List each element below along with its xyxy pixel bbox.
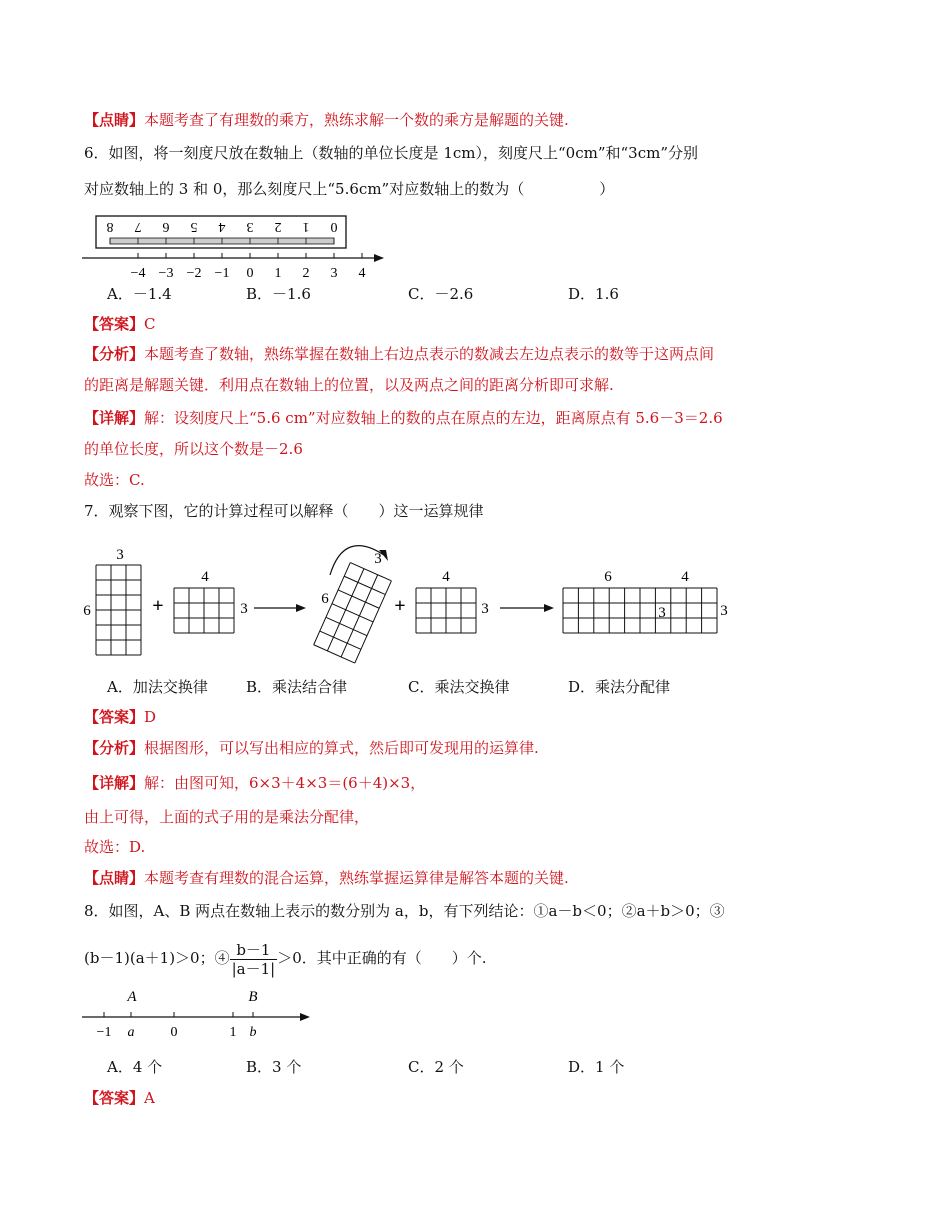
detail-tag: 【详解】 [84, 774, 145, 792]
q6-ruler-figure [82, 213, 412, 283]
tick-zero: 0 [170, 1025, 178, 1040]
q6-stem-line1: 6．如图，将一刻度尺放在数轴上（数轴的单位长度是 1cm），刻度尺上“0cm”和“3cm”分别 [84, 144, 698, 162]
detail-tag: 【详解】 [84, 409, 145, 427]
q7-stem: 7．观察下图，它的计算过程可以解释（ ）这一运算规律 [84, 502, 484, 520]
q6-analysis-line1 [84, 343, 714, 365]
g4-top-label: 4 [442, 569, 450, 585]
q7-option-d[interactable]: D．乘法分配律 [568, 678, 671, 696]
answer-text: A [144, 1089, 155, 1107]
q7-conclusion: 由上可得，上面的式子用的是乘法分配律， [84, 808, 370, 826]
remark-tag: 【点睛】 [84, 111, 145, 129]
q7-analysis [84, 737, 539, 759]
q7-option-b[interactable]: B．乘法结合律 [246, 678, 348, 696]
answer-text: C [144, 315, 156, 333]
q6-option-c[interactable]: C．－2.6 [408, 285, 474, 303]
g2-right-label: 3 [240, 601, 248, 617]
analysis-text: 本题考查了数轴，熟练掌握在数轴上右边点表示的数减去左边点表示的数等于这两点间 [144, 345, 715, 363]
q7-answer [84, 706, 156, 728]
q7-figure [82, 535, 742, 675]
axis-tick-label: −1 [214, 266, 230, 281]
remark-tag: 【点睛】 [84, 869, 145, 887]
tick-a: a [127, 1025, 135, 1040]
q8-option-d[interactable]: D．1 个 [568, 1058, 625, 1076]
ruler-mark: 8 [106, 218, 114, 234]
axis-tick-label: 0 [246, 266, 254, 281]
q8-stem-line2 [84, 938, 487, 978]
axis-tick-label: −2 [186, 266, 202, 281]
g3-top-label: 3 [374, 551, 382, 567]
q8-fraction [230, 941, 278, 978]
q7-choose: 故选：D. [84, 838, 146, 856]
axis-tick-label: 2 [302, 266, 310, 281]
q6-choose: 故选：C. [84, 471, 145, 489]
ruler-mark: 4 [218, 218, 226, 234]
q6-analysis-line2: 的距离是解题关键．利用点在数轴上的位置，以及两点之间的距离分析即可求解. [84, 376, 614, 394]
ruler-mark: 3 [246, 218, 254, 234]
answer-tag: 【答案】 [84, 1089, 145, 1107]
q6-stem-line2: 对应数轴上的 3 和 0，那么刻度尺上“5.6cm”对应数轴上的数为（ ） [84, 180, 615, 198]
q8-expr-part1: (b－1)(a＋1)＞0；④ [84, 949, 230, 967]
axis-tick-label: 1 [274, 266, 282, 281]
ruler-mark: 6 [162, 218, 170, 234]
g5-top-label-2: 4 [681, 569, 689, 585]
g3-left-label: 6 [321, 591, 329, 607]
fraction-denominator: |a－1| [231, 959, 276, 978]
tick-b: b [249, 1025, 257, 1040]
q8-option-a[interactable]: A．4 个 [107, 1058, 163, 1076]
ruler-mark: 7 [134, 218, 142, 234]
g2-top-label: 4 [201, 569, 209, 585]
q8-answer [84, 1087, 155, 1109]
answer-tag: 【答案】 [84, 315, 145, 333]
tick-minus-one: −1 [96, 1025, 112, 1040]
plus-1: + [152, 595, 164, 617]
point-b-label: B [248, 989, 258, 1005]
analysis-tag: 【分析】 [84, 739, 145, 757]
q6-detail-line1 [84, 407, 723, 429]
ruler-mark: 2 [274, 218, 282, 234]
detail-text: 解：由图可知，6×3＋4×3＝(6＋4)×3， [144, 774, 426, 792]
remark-previous [84, 109, 569, 131]
q6-detail-line2: 的单位长度，所以这个数是－2.6 [84, 440, 303, 458]
answer-tag: 【答案】 [84, 708, 145, 726]
detail-text: 解：设刻度尺上“5.6 cm”对应数轴上的数的点在原点的左边，距离原点有 5.6－3＝2.6 [144, 409, 723, 427]
axis-tick-label: 4 [358, 266, 366, 281]
q8-option-b[interactable]: B．3 个 [246, 1058, 302, 1076]
q6-option-b[interactable]: B．－1.6 [246, 285, 311, 303]
analysis-tag: 【分析】 [84, 345, 145, 363]
q6-option-d[interactable]: D．1.6 [568, 285, 619, 303]
plus-2: + [394, 595, 406, 617]
g1-left-label: 6 [83, 603, 91, 619]
ruler-mark: 0 [330, 218, 338, 234]
q8-stem-line1: 8．如图，A、B 两点在数轴上表示的数分别为 a，b，有下列结论：①a－b＜0；②a＋b＞0；③ [84, 902, 725, 920]
fraction-numerator: b－1 [230, 941, 278, 960]
q7-option-c[interactable]: C．乘法交换律 [408, 678, 510, 696]
g5-mid-label: 3 [658, 605, 666, 621]
axis-tick-label: −3 [158, 266, 174, 281]
q8-number-line [82, 985, 322, 1045]
tick-one: 1 [229, 1025, 237, 1040]
ruler-mark: 1 [302, 218, 310, 234]
q7-remark [84, 867, 569, 889]
remark-text: 本题考查有理数的混合运算，熟练掌握运算律是解答本题的关键. [144, 869, 569, 887]
q7-detail [84, 772, 425, 794]
q7-option-a[interactable]: A．加法交换律 [107, 678, 208, 696]
analysis-text: 根据图形，可以写出相应的算式，然后即可发现用的运算律. [144, 739, 539, 757]
q6-option-a[interactable]: A．－1.4 [107, 285, 172, 303]
remark-text: 本题考查了有理数的乘方，熟练求解一个数的乘方是解题的关键. [144, 111, 569, 129]
ruler-mark: 5 [190, 218, 198, 234]
g4-right-label: 3 [481, 601, 489, 617]
axis-tick-label: −4 [130, 266, 146, 281]
g1-top-label: 3 [116, 547, 124, 563]
g5-right-label: 3 [720, 603, 728, 619]
q8-expr-part2: ＞0．其中正确的有（ ）个. [277, 949, 487, 967]
point-a-label: A [127, 989, 137, 1005]
q6-answer [84, 313, 156, 335]
q8-option-c[interactable]: C．2 个 [408, 1058, 464, 1076]
answer-text: D [144, 708, 157, 726]
g5-top-label-1: 6 [604, 569, 612, 585]
axis-tick-label: 3 [330, 266, 338, 281]
